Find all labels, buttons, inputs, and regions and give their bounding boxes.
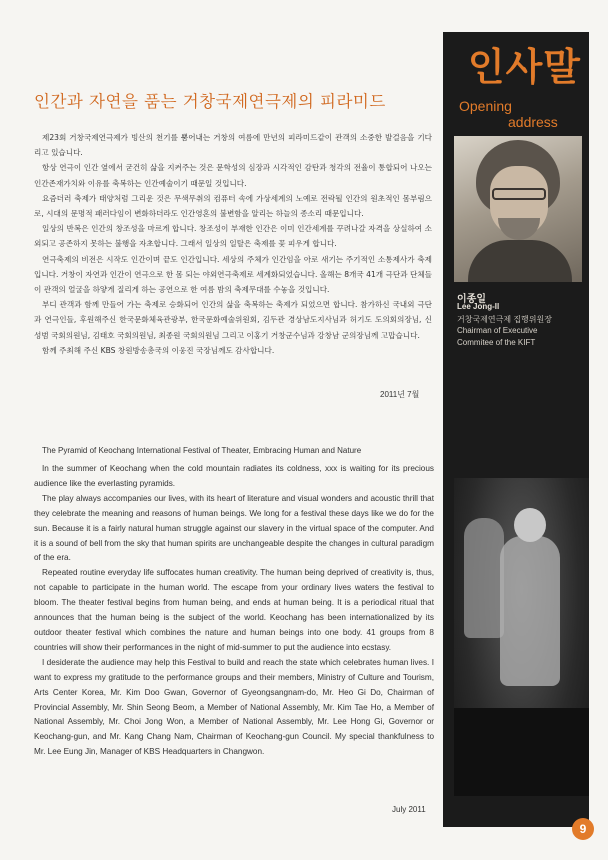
author-portrait (454, 136, 582, 282)
photo-figure-head (514, 508, 546, 542)
author-name-english: Lee Jong-Il (457, 302, 500, 311)
korean-paragraph: 함께 주최해 주신 KBS 창원방송총국의 이웅진 국장님께도 감사합니다. (42, 345, 275, 355)
english-paragraph: In the summer of Keochang when the cold mountain radiates its coldness, xxx is waiting for its precious audience like the everlasting pyramids. (34, 464, 434, 488)
english-title: The Pyramid of Keochang International Festival of Theater, Embracing Human and Nature (42, 446, 362, 455)
page-headline: 인간과 자연을 품는 거창국제연극제의 피라미드 (34, 92, 386, 111)
sidebar-title: 인사말 (467, 45, 581, 89)
korean-paragraph: 일상의 반복은 인간의 창조성을 마르게 합니다. 창조성이 부재한 인간은 이미 인간세계를 꾸려나갈 자격을 상실하여 소외되고 공존하지 못하는 불행을 자초합니다. 그래서 일상의 일탈은 축제를 꽃 피우게 합니다. (34, 224, 432, 249)
sidebar-subtitle-line1: Opening (459, 98, 512, 114)
korean-date: 2011년 7월 (380, 390, 420, 399)
korean-paragraph: 연극축제의 비전은 시작도 인간이며 끝도 인간입니다. 세상의 주체가 인간임을 아로 새기는 주기적인 소통제사가 축제입니다. 거창이 자연과 인간이 연극으로 한 몸 되는 야외연극축제로 세계화되었습니다. 올해는 8개국 41개 극단과 단체들이 관객의 얼굴을 하얗게 질리게 하는 공연으로 한 여름 밤의 축제무대를 수놓을 것입니다. (34, 254, 432, 295)
english-body (34, 462, 434, 760)
korean-body (34, 130, 432, 358)
english-date: July 2011 (392, 805, 426, 814)
page-number-badge: 9 (572, 818, 594, 840)
korean-paragraph: 요즘더러 축제가 태양처럼 그리운 것은 무색무취의 컴퓨터 속에 가상세계의 노예로 전락될 인간의 원초적인 몸부림으로, 시대의 문명적 패러다임이 변화하더라도 인간영혼의 불변함을 알리는 하늘의 종소리 때문입니다. (34, 193, 432, 219)
portrait-beard (498, 218, 540, 240)
korean-paragraph: 부디 관객과 함께 만들어 가는 축제로 승화되어 인간의 삶을 축복하는 축제가 되었으면 합니다. 참가하신 국내외 극단과 연극인들, 후원해주신 한국문화체육관광부, 한국문화예술위원회, 김두관 경상남도지사님과 허기도 도의회의장님, 신성범 국회의원님, 김태호 국회의원님, 최종원 국회의원님 그리고 이홍기 거창군수님과 강창남 군의장님께 고맙습니다. (34, 300, 432, 340)
sidebar-subtitle-line2: address (508, 114, 558, 130)
author-role-english-line1: Chairman of Executive (457, 326, 538, 335)
photo-figure-left (464, 518, 504, 638)
author-name-korean: 이종일 (457, 294, 486, 305)
portrait-glasses (492, 188, 546, 200)
english-paragraph: I desiderate the audience may help this Festival to build and reach the state which celebrates human lives. I want to express my gratitude to the performance groups and their members, Ministry of Culture and Tourism, Arts Center Korea, Mr. Kim Doo Gwan, Governor of Gyeongsangnam-do, Mr. Heo Gi Do, Chairman of Provincial Assembly, Mr. Shin Seong Beom, a Member of National Assembly, Mr. Kim Tae Ho, a Member of National Assembly, Mr. Choi Jong Won, a Member of National Assembly, Mr. Lee Hong Gi, Governor or Keochang-gun, and Mr. Kang Chang Nam, Chairman of Keochang-gun Council. My special thankfulness to Mr. Lee Eung Jin, Manager of KBS Headquarters in Changwon. (34, 657, 434, 757)
author-role-korean: 거창국제연극제 집행위원장 (457, 315, 552, 324)
author-role-english-line2: Commitee of the KIFT (457, 338, 536, 347)
photo-stage-floor (454, 708, 589, 796)
korean-paragraph: 항상 연극이 인간 옆에서 굳건히 삶을 지켜주는 것은 문학성의 심장과 시각적인 감탄과 청각의 전율이 통합되어 나오는 인간존재가치와 이유를 축복하는 인간예술이기 때문일 것입니다. (34, 163, 432, 188)
korean-paragraph: 제23회 거창국제연극제가 빙산의 천기를 뿜어내는 거창의 여름에 만년의 피라미드같이 관객의 소중한 발걸음을 기다리고 있습니다. (34, 133, 432, 158)
english-paragraph: The play always accompanies our lives, with its heart of literature and visual wonders and acoustic thrill that they celebrate the meaning and reasons of human beings. We long for a festival these days like we do for the sun. Because it is a fairly natural human struggle against our slavery in the virtual space of the computer. And it is a sound of bell from the sky that human spirits are unchangeable despite the changes in cultural paradigm of the era. (34, 493, 434, 563)
portrait-body (468, 240, 572, 282)
photo-figure-main (500, 536, 560, 686)
stage-performance-photo (454, 478, 589, 796)
english-paragraph: Repeated routine everyday life suffocates human creativity. The human being deprived of creativity is, thus, not capable to participate in the human world. The escape from your ordinary lives waters the festival to bloom. The theater festival begins from human being, and ends at human being. It is a periodical ritual that announces that the human being is the subject of the world. Keochang has been internationalized by its outdoor theater festival which combines the nature and human beings into one body. 41 groups from 8 countries will show their performances in the night of mid-summer to put the audience into ecstasy. (34, 568, 434, 652)
